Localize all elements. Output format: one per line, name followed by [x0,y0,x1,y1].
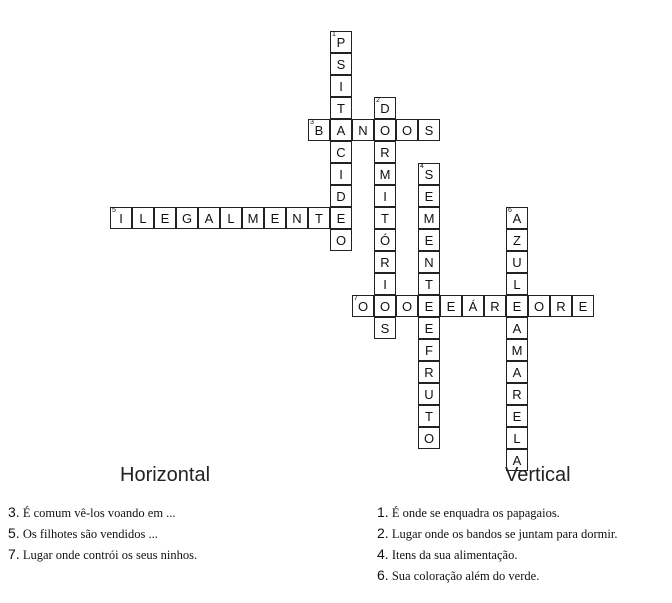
cell-letter: T [425,409,433,424]
clue-text: Itens da sua alimentação. [391,548,518,562]
cell-letter: O [379,123,391,138]
grid-cell [418,251,440,273]
cell-letter: E [336,211,346,226]
grid-cell [506,427,528,449]
grid-cell [418,427,440,449]
cell-letter: Z [513,233,521,248]
cell-letter: M [379,167,391,182]
horizontal-heading: Horizontal [120,464,211,486]
cell-letter: L [513,277,521,292]
grid-cell [352,119,374,141]
grid-cell [418,119,440,141]
grid-cell [418,361,440,383]
cell-number: 6 [508,207,512,214]
cell-letter: G [181,211,193,226]
grid-cell [220,207,242,229]
cell-letter: A [512,211,522,226]
clue-text: Lugar onde os bandos se juntam para dormir. [391,527,618,541]
cell-number: 3 [310,119,314,126]
grid-cell [374,185,396,207]
cell-letter: N [292,211,302,226]
grid-cell [374,273,396,295]
grid-cell [418,339,440,361]
cell-letter: M [247,211,259,226]
cell-letter: D [336,189,346,204]
cell-letter: O [401,123,413,138]
grid-cell [264,207,286,229]
grid-cell [550,295,572,317]
cell-letter: D [380,101,390,116]
cell-letter: Ó [379,233,391,248]
cell-letter: R [380,145,390,160]
grid-cell [506,273,528,295]
grid-cell [330,53,352,75]
cell-letter: S [424,123,434,138]
grid-cell [176,207,198,229]
cell-letter: O [357,299,369,314]
clue-text: É comum vê-los voando em ... [22,506,176,520]
grid-cell [330,163,352,185]
grid-cell [330,97,352,119]
cell-letter: M [511,343,523,358]
cell-letter: U [512,255,522,270]
cell-letter: O [423,431,435,446]
cell-letter: S [424,167,434,182]
grid-cell [352,295,374,317]
cell-letter: M [423,211,435,226]
cell-letter: E [446,299,456,314]
grid-cell [506,295,528,317]
clue-text: Os filhotes são vendidos ... [22,527,158,541]
grid-cell [242,207,264,229]
cell-letter: T [337,101,345,116]
grid-cell [506,317,528,339]
grid-cell [506,339,528,361]
grid-cell [374,207,396,229]
cell-letter: T [381,211,389,226]
grid-cell [308,119,330,141]
grid-cell [154,207,176,229]
cell-letter: R [556,299,566,314]
grid-cell [506,405,528,427]
grid-cell [396,119,418,141]
clue-vertical-1 [377,504,560,521]
grid-cell [418,185,440,207]
grid-cell [418,383,440,405]
clue-horizontal-7 [8,546,197,563]
clue-vertical-2 [377,525,617,542]
grid-cell [396,295,418,317]
grid-cell [462,295,484,317]
cell-letter: E [512,299,522,314]
cell-letter: O [533,299,545,314]
cell-number: 5 [112,207,116,214]
clue-number: 5. [8,525,20,541]
clue-text: É onde se enquadra os papagaios. [391,506,560,520]
grid-cell [330,75,352,97]
cell-number: 7 [354,295,358,302]
grid-cell [440,295,462,317]
cell-letter: C [336,145,346,160]
cell-number: 4 [420,163,424,170]
cell-letter: L [227,211,235,226]
cell-number: 1 [332,31,336,38]
grid-cell [374,295,396,317]
grid-cell [330,119,352,141]
cell-letter: Á [468,299,478,314]
cell-letter: B [314,123,324,138]
cell-letter: S [336,57,346,72]
grid-cell [418,273,440,295]
grid-cell [286,207,308,229]
cell-letter: I [339,167,343,182]
cell-letter: A [204,211,214,226]
cell-letter: T [315,211,323,226]
grid-cell [374,141,396,163]
cell-letter: T [425,277,433,292]
grid-cell [374,251,396,273]
grid-cell [506,229,528,251]
clue-vertical-4 [377,546,517,563]
grid-cell [418,405,440,427]
clue-text: Lugar onde contrói os seus ninhos. [22,548,198,562]
grid-cell [484,295,506,317]
grid-cell [374,163,396,185]
cell-letter: E [270,211,280,226]
cell-letter: A [512,321,522,336]
cell-letter: R [424,365,434,380]
cell-letter: F [425,343,433,358]
grid-cell [374,97,396,119]
cell-letter: I [339,79,343,94]
cell-letter: E [424,233,434,248]
grid-cell [330,141,352,163]
cell-letter: O [401,299,413,314]
vertical-heading: Vertical [505,464,571,486]
grid-cell [418,163,440,185]
cell-letter: A [336,123,346,138]
cell-number: 2 [376,97,380,104]
cell-letter: N [358,123,368,138]
cell-letter: E [424,189,434,204]
clue-number: 7. [8,546,20,562]
grid-cell [506,207,528,229]
grid-cell [308,207,330,229]
cell-letter: O [335,233,347,248]
clue-horizontal-3 [8,504,176,521]
grid-cell [418,317,440,339]
grid-cell [528,295,550,317]
clue-number: 3. [8,504,20,520]
grid-cell [418,229,440,251]
grid-cell [330,207,352,229]
grid-cell [506,383,528,405]
cell-letter: A [512,365,522,380]
clue-text: Sua coloração além do verde. [391,569,540,583]
cell-letter: E [424,299,434,314]
grid-cell [374,229,396,251]
cell-letter: O [379,299,391,314]
grid-cell [330,229,352,251]
cell-letter: R [380,255,390,270]
cell-letter: L [139,211,147,226]
grid-cell [418,295,440,317]
cell-letter: N [424,255,434,270]
clue-vertical-6 [377,567,539,584]
grid-cell [374,119,396,141]
grid-cell [330,185,352,207]
grid-cell [330,31,352,53]
cell-letter: R [490,299,500,314]
cell-letter: I [119,211,123,226]
clue-number: 2. [377,525,389,541]
cell-letter: U [424,387,434,402]
grid-cell [132,207,154,229]
grid-cell [374,317,396,339]
grid-cell [572,295,594,317]
cell-letter: E [160,211,170,226]
cell-letter: E [424,321,434,336]
cell-letter: A [512,453,522,468]
cell-letter: L [513,431,521,446]
grid-cell [506,251,528,273]
clue-number: 4. [377,546,389,562]
grid-cell [198,207,220,229]
clue-number: 6. [377,567,389,583]
cell-letter: E [512,409,522,424]
clue-number: 1. [377,504,389,520]
cell-letter: I [383,277,387,292]
cell-letter: R [512,387,522,402]
cell-letter: E [578,299,588,314]
cell-letter: P [336,35,346,50]
grid-cell [506,361,528,383]
cell-letter: S [380,321,390,336]
grid-cell [110,207,132,229]
clue-horizontal-5 [8,525,158,542]
grid-cell [418,207,440,229]
cell-letter: I [383,189,387,204]
